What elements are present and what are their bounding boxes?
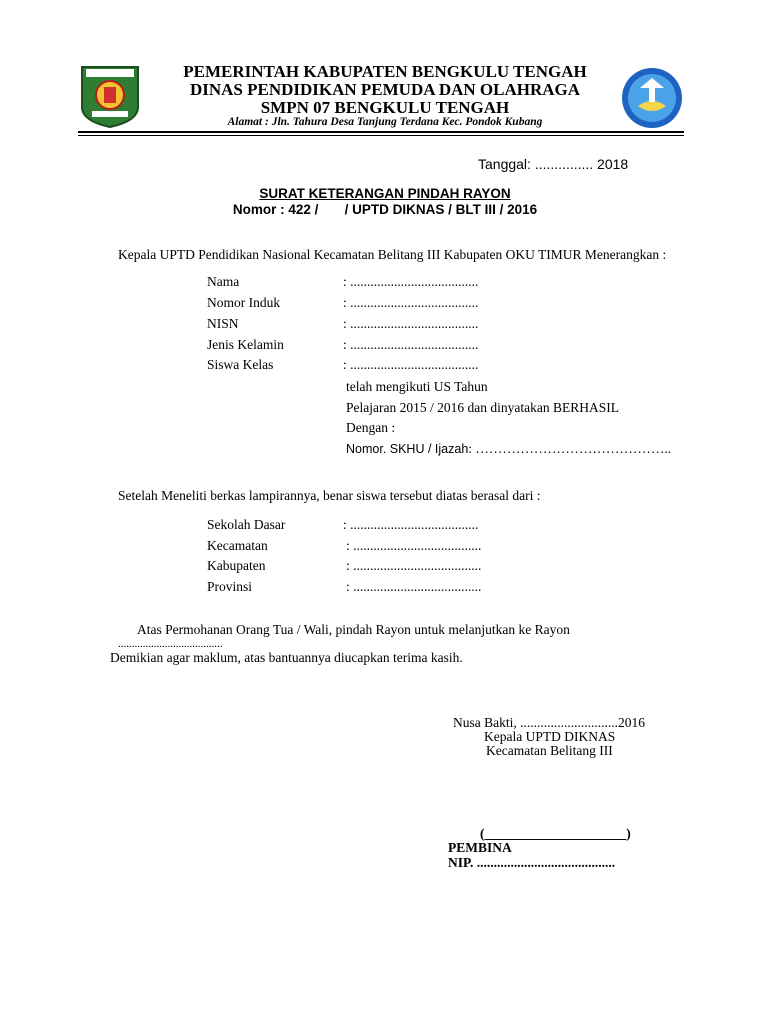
intro-text: Kepala UPTD Pendidikan Nasional Kecamatan Belitang III Kabupaten OKU TIMUR Menerangkan :: [118, 247, 667, 262]
field-label-kecamatan: Kecamatan: [207, 538, 268, 553]
field-value-nisn: : ......................................: [343, 316, 479, 331]
field-label-nisn: NISN: [207, 316, 239, 331]
letter-number: Nomor : 422 / / UPTD DIKNAS / BLT III / 2016: [232, 202, 538, 217]
header-government: PEMERINTAH KABUPATEN BENGKULU TENGAH: [183, 62, 587, 81]
field-label-jenis-kelamin: Jenis Kelamin: [207, 337, 284, 352]
signature-office: Kecamatan Belitang III: [486, 743, 613, 758]
letter-title: SURAT KETERANGAN PINDAH RAYON: [259, 186, 511, 201]
field-label-sekolah-dasar: Sekolah Dasar: [207, 517, 286, 532]
field-label-provinsi: Provinsi: [207, 579, 253, 594]
field-label-kabupaten: Kabupaten: [207, 558, 266, 573]
field-label-siswa-kelas: Siswa Kelas: [207, 357, 274, 372]
request-dots: ......................................: [118, 638, 223, 650]
request-line: Atas Permohanan Orang Tua / Wali, pindah Rayon untuk melanjutkan ke Rayon: [137, 622, 570, 637]
header-department: DINAS PENDIDIKAN PEMUDA DAN OLAHRAGA: [189, 80, 581, 99]
signature-place-date: Nusa Bakti, .............................2016: [453, 715, 645, 730]
header-divider-thick: [78, 131, 684, 133]
field-value-jenis-kelamin: : ......................................: [343, 337, 479, 352]
field-value-nama: : ......................................: [343, 274, 479, 289]
exam-line-2: Pelajaran 2015 / 2016 dan dinyatakan BERHASIL: [346, 400, 619, 415]
field-value-provinsi: : ......................................: [346, 579, 482, 594]
closing-text: Demikian agar maklum, atas bantuannya diucapkan terima kasih.: [110, 650, 463, 665]
field-value-nomor-induk: : ......................................: [343, 295, 479, 310]
header-school: SMPN 07 BENGKULU TENGAH: [260, 98, 510, 117]
signature-name-blank: (_____________________): [480, 826, 631, 841]
exam-line-4: [346, 441, 671, 457]
signature-nip: NIP. .........................................: [448, 855, 616, 870]
signature-rank: PEMBINA: [448, 840, 512, 855]
field-value-sekolah-dasar: : ......................................: [343, 517, 479, 532]
date-line: Tanggal: ............... 2018: [478, 156, 629, 172]
field-value-kecamatan: : ......................................: [346, 538, 482, 553]
signature-role: Kepala UPTD DIKNAS: [484, 729, 616, 744]
field-value-siswa-kelas: : ......................................: [343, 357, 479, 372]
tut-wuri-handayani-logo: [620, 66, 684, 130]
exam-line-1: telah mengikuti US Tahun: [346, 379, 488, 394]
field-value-kabupaten: : ......................................: [346, 558, 482, 573]
skhu-label: Nomor. SKHU / Ijazah: [346, 442, 469, 456]
header-address: Alamat : Jln. Tahura Desa Tanjung Terdana Kec. Pondok Kubang: [227, 116, 543, 128]
origin-intro: Setelah Meneliti berkas lampirannya, benar siswa tersebut diatas berasal dari :: [118, 488, 541, 503]
exam-line-3: Dengan :: [346, 420, 396, 435]
field-label-nama: Nama: [207, 274, 240, 289]
field-label-nomor-induk: Nomor Induk: [207, 295, 281, 310]
regency-logo: [78, 63, 142, 129]
skhu-dots: : ……………………………………..: [468, 441, 672, 456]
header-divider-thin: [78, 135, 684, 136]
